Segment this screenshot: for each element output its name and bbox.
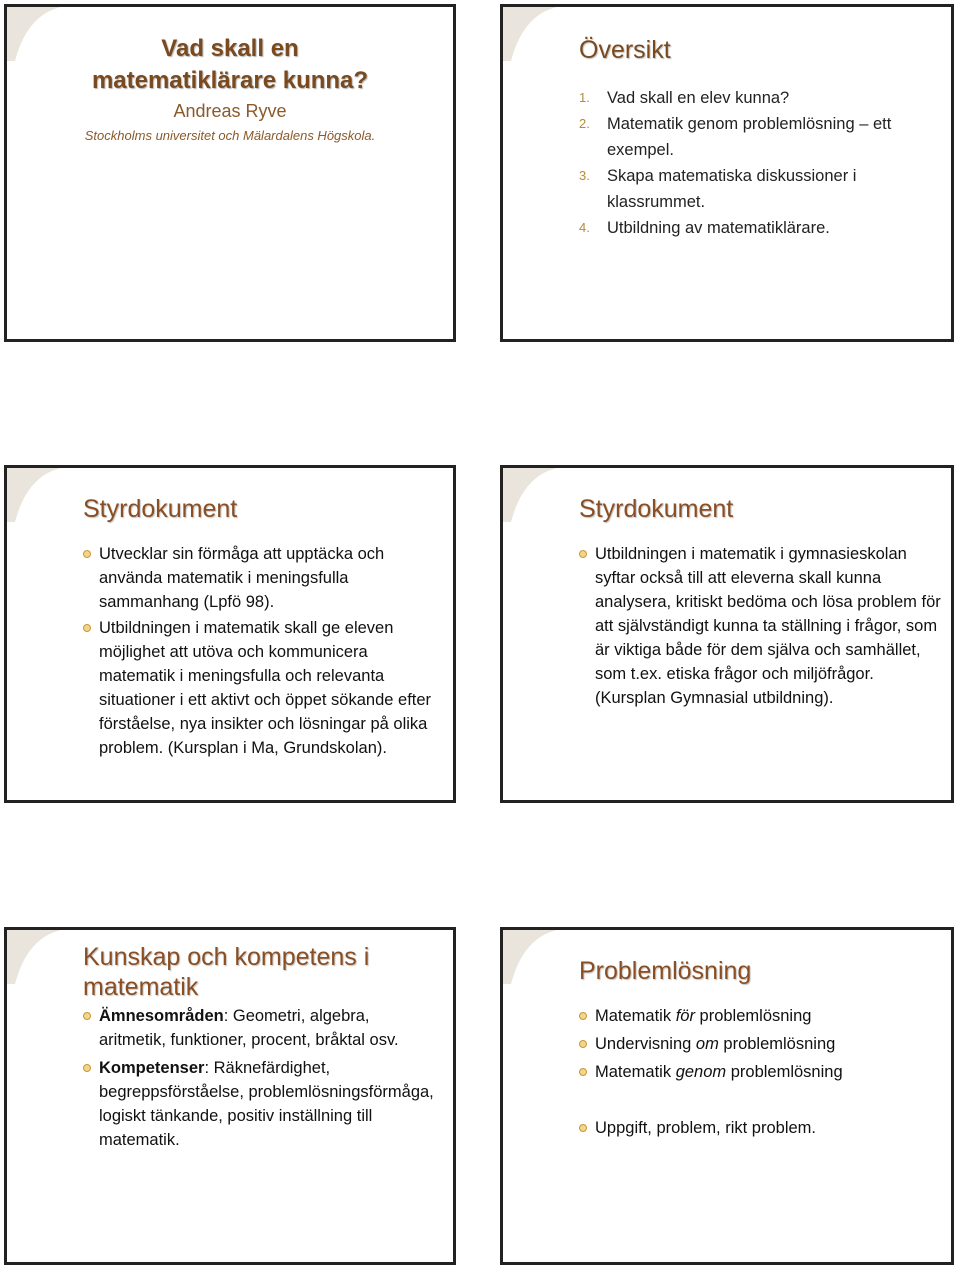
list-item: Ämnesområden: Geometri, algebra, aritmetik, funktioner, procent, bråktal osv.: [99, 1004, 439, 1052]
bullet-list: [595, 1004, 937, 1142]
slide-styrdokument-1: [4, 465, 456, 803]
list-item: Matematik för problemlösning: [595, 1004, 937, 1028]
slide-title: [4, 4, 456, 342]
list-item: Kompetenser: Räknefärdighet, begreppsförståelse, problemlösningsförmåga, logiskt tänkande, positiv inställning till matematik.: [99, 1056, 439, 1152]
list-item: Matematik genom problemlösning: [595, 1060, 937, 1084]
list-item: Utvecklar sin förmåga att upptäcka och använda matematik i meningsfulla sammanhang (Lpfö 98).: [99, 542, 439, 614]
bullet-list: [595, 542, 941, 712]
overview-list: [579, 85, 937, 241]
bullet-icon: [83, 1064, 91, 1072]
title-line-1: Vad skall en: [161, 35, 299, 62]
list-item: 3. Skapa matematiska diskussioner i klassrummet.: [579, 167, 857, 211]
bullet-icon: [579, 1124, 587, 1132]
author-name: Andreas Ryve: [173, 101, 287, 121]
affiliation: Stockholms universitet och Mälardalens Högskola.: [84, 128, 376, 143]
bullet-icon: [579, 1068, 587, 1076]
slide-problemlosning: [500, 927, 954, 1265]
bullet-icon: [579, 1040, 587, 1048]
slide-styrdokument-2: [500, 465, 954, 803]
bullet-list: [99, 542, 439, 762]
slide-title: Översikt: [579, 36, 671, 64]
slide-title: Problemlösning: [579, 957, 752, 985]
corner-decoration-icon: [503, 468, 557, 522]
list-item: 1. Vad skall en elev kunna?: [579, 89, 790, 107]
bullet-list: [99, 1004, 439, 1154]
bullet-icon: [83, 624, 91, 632]
corner-decoration-icon: [7, 930, 61, 984]
slide-title: Styrdokument: [83, 495, 238, 523]
slide-overview: [500, 4, 954, 342]
title-line-2: matematiklärare kunna?: [91, 67, 369, 94]
bullet-icon: [83, 550, 91, 558]
list-item: Undervisning om problemlösning: [595, 1032, 937, 1056]
bullet-icon: [83, 1012, 91, 1020]
list-item: Uppgift, problem, rikt problem.: [595, 1116, 937, 1140]
list-item: 2. Matematik genom problemlösning – ett exempel.: [579, 115, 892, 159]
slide-title: Styrdokument: [579, 495, 734, 523]
slide-kunskap: [4, 927, 456, 1265]
corner-decoration-icon: [503, 930, 557, 984]
bullet-icon: [579, 1012, 587, 1020]
slide-title: Kunskap och kompetens i matematik: [83, 943, 370, 1001]
list-item: Utbildningen i matematik skall ge eleven möjlighet att utöva och kommunicera matematik i meningsfulla och relevanta situationer i ett aktivt och öppet sökande efter förståelse, nya insikter och lösningar på olika problem. (Kursplan i Ma, Grundskolan).: [99, 616, 439, 760]
list-item: 4. Utbildning av matematiklärare.: [579, 219, 830, 237]
bullet-icon: [579, 550, 587, 558]
list-item: Utbildningen i matematik i gymnasieskolan syftar också till att eleverna skall kunna analysera, kritiskt bedöma och lösa problem för att självständigt kunna ta ställning i frågor, som är viktiga både för dem själva och samhället, som t.ex. etiska frågor och miljöfrågor. (Kursplan Gymnasial utbildning).: [595, 542, 941, 710]
corner-decoration-icon: [7, 468, 61, 522]
corner-decoration-icon: [503, 7, 557, 61]
